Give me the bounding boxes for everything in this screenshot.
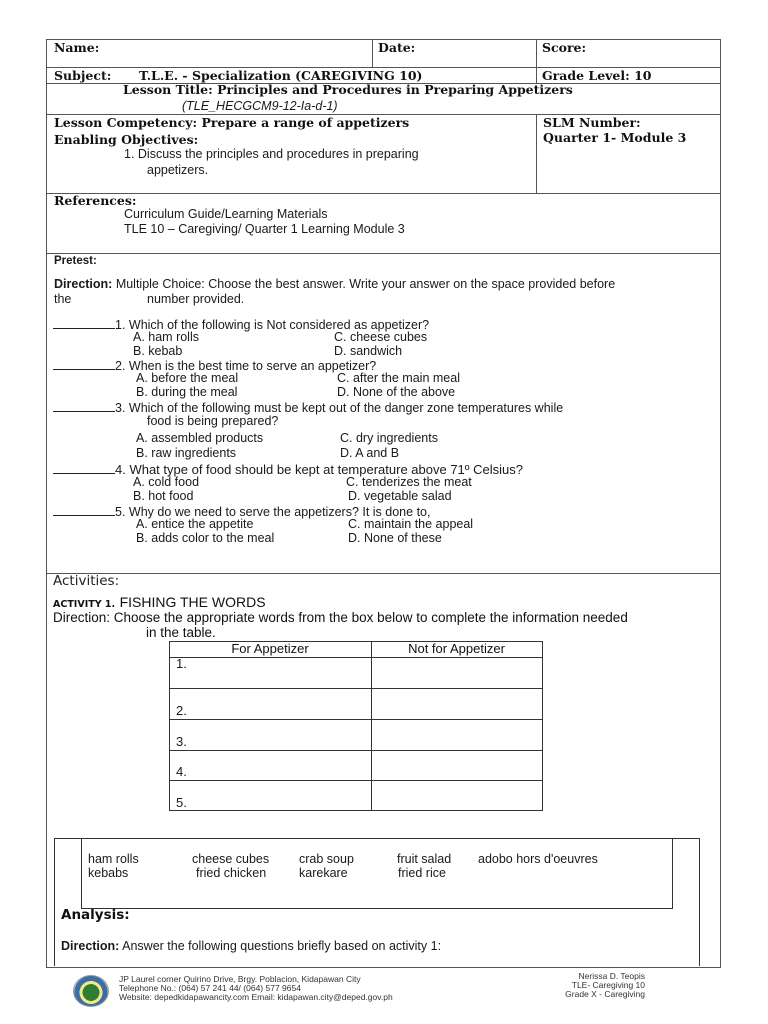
not-for-appetizer-cell-3[interactable] — [372, 720, 542, 750]
slm-label: SLM Number: — [543, 115, 641, 130]
division-seal-logo-icon — [73, 975, 109, 1007]
option: C. dry ingredients — [340, 431, 438, 445]
divider — [372, 39, 373, 67]
for-appetizer-cell-4[interactable] — [170, 751, 370, 780]
option: A. ham rolls — [133, 330, 199, 344]
activities-label: Activities: — [53, 573, 120, 589]
name-label: Name: — [54, 40, 100, 55]
option: B. during the meal — [136, 385, 238, 399]
pretest-label: Pretest: — [54, 255, 97, 267]
question-text: 2. When is the best time to serve an appetizer? — [115, 359, 377, 373]
divider — [536, 114, 537, 193]
divider — [46, 573, 721, 574]
answer-blank[interactable] — [53, 399, 115, 412]
table-row-number: 1. — [176, 656, 187, 671]
for-appetizer-cell-5[interactable] — [170, 781, 370, 810]
answer-blank[interactable] — [53, 316, 115, 329]
answer-blank[interactable] — [53, 503, 115, 516]
option: D. sandwich — [334, 344, 403, 358]
subject-value: T.L.E. - Specialization (CAREGIVING 10) — [139, 68, 423, 83]
divider — [46, 253, 721, 254]
reference-item: Curriculum Guide/Learning Materials — [124, 207, 328, 221]
objective-1-cont: appetizers. — [147, 163, 209, 177]
table-row-number: 3. — [176, 734, 187, 749]
box-border — [54, 838, 700, 839]
word-choice: karekare — [299, 866, 348, 880]
option: B. adds color to the meal — [136, 531, 275, 545]
table-row-number: 4. — [176, 764, 187, 779]
not-for-appetizer-cell-4[interactable] — [372, 751, 542, 780]
pretest-direction — [54, 277, 615, 291]
lesson-competency: Lesson Competency: Prepare a range of appetizers — [54, 115, 410, 130]
box-border — [699, 838, 700, 966]
grade-level: Grade Level: 10 — [542, 68, 652, 83]
option: C. after the main meal — [337, 371, 460, 385]
direction-label: Direction: — [54, 277, 113, 291]
option: D. A and B — [340, 446, 400, 460]
footer-telephone: Telephone No.: (064) 57 241 44/ (064) 577 9654 — [119, 983, 301, 993]
box-border — [54, 838, 55, 966]
frame-right-border — [720, 39, 721, 968]
word-box-border — [81, 908, 673, 909]
footer-address: JP Laurel corner Quirino Drive, Brgy. Poblacion, Kidapawan City — [119, 974, 361, 984]
word-box-border — [81, 838, 82, 908]
not-for-appetizer-cell-1[interactable] — [372, 658, 542, 688]
question-3 — [53, 399, 563, 415]
activity-prefix: ACTIVITY 1. — [53, 599, 116, 610]
footer-grade: Grade X - Caregiving — [565, 989, 645, 999]
not-for-appetizer-cell-2[interactable] — [372, 689, 542, 719]
question-3-cont: food is being prepared? — [147, 414, 279, 428]
word-choice: crab soup — [299, 852, 354, 866]
direction-label: Direction: — [61, 939, 120, 953]
direction-cont-b: number provided. — [147, 292, 245, 306]
option: D. None of these — [348, 531, 442, 545]
lesson-title: Lesson Title: Principles and Procedures in Preparing Appetizers — [123, 82, 573, 97]
analysis-label: Analysis: — [61, 907, 130, 923]
word-choice: fried rice — [398, 866, 446, 880]
question-text: 5. Why do we need to serve the appetizers? It is done to, — [115, 505, 431, 519]
divider — [46, 193, 721, 194]
enabling-objectives-label: Enabling Objectives: — [54, 132, 199, 147]
objective-1: 1. Discuss the principles and procedures in preparing — [124, 147, 419, 161]
date-label: Date: — [378, 40, 416, 55]
direction-cont-a: the — [54, 292, 72, 306]
option: C. cheese cubes — [334, 330, 428, 344]
option: D. vegetable salad — [348, 489, 452, 503]
word-choice: cheese cubes — [192, 852, 270, 866]
option: D. None of the above — [337, 385, 456, 399]
footer-author: Nerissa D. Teopis — [578, 971, 645, 981]
word-choice: fruit salad — [397, 852, 452, 866]
for-appetizer-cell-3[interactable] — [170, 720, 370, 750]
footer-website: Website: depedkidapawancity.com Email: kidapawan.city@deped.gov.ph — [119, 992, 393, 1002]
option: A. assembled products — [136, 431, 264, 445]
table-header-for-appetizer: For Appetizer — [231, 641, 309, 656]
question-text: 1. Which of the following is Not considered as appetizer? — [115, 318, 430, 332]
table-border — [169, 810, 543, 811]
question-text: 4. What type of food should be kept at temperature above 71º Celsius? — [115, 462, 523, 477]
question-text: 3. Which of the following must be kept out of the danger zone temperatures while — [115, 401, 564, 415]
option: A. entice the appetite — [136, 517, 254, 531]
analysis-direction — [61, 939, 441, 953]
footer-subject: TLE- Caregiving 10 — [571, 980, 645, 990]
for-appetizer-cell-2[interactable] — [170, 689, 370, 719]
word-box-border — [672, 838, 673, 908]
direction-text: Multiple Choice: Choose the best answer. Write your answer on the space provided before — [112, 277, 616, 291]
option: C. tenderizes the meat — [346, 475, 472, 489]
lesson-code: (TLE_HECGCM9-12-Ia-d-1) — [182, 99, 338, 113]
activity-direction: Direction: Choose the appropriate words from the box below to complete the information needed — [53, 610, 628, 625]
direction-text: Answer the following questions briefly based on activity 1: — [119, 939, 442, 953]
for-appetizer-cell-1[interactable] — [170, 658, 370, 688]
option: B. raw ingredients — [136, 446, 237, 460]
table-row-number: 2. — [176, 703, 187, 718]
option: A. cold food — [133, 475, 200, 489]
option: B. hot food — [133, 489, 194, 503]
frame-bottom-border — [46, 967, 721, 968]
word-choice: ham rolls — [88, 852, 139, 866]
option: A. before the meal — [136, 371, 239, 385]
option: C. maintain the appeal — [348, 517, 474, 531]
table-header-not-for-appetizer: Not for Appetizer — [408, 641, 505, 656]
table-border — [542, 641, 543, 810]
word-choice: fried chicken — [196, 866, 267, 880]
word-choice: kebabs — [88, 866, 129, 880]
divider — [536, 39, 537, 83]
not-for-appetizer-cell-5[interactable] — [372, 781, 542, 810]
references-label: References: — [54, 193, 137, 208]
answer-blank[interactable] — [53, 461, 115, 474]
subject-label: Subject: — [54, 68, 112, 83]
option: B. kebab — [133, 344, 183, 358]
frame-left-border — [46, 39, 47, 968]
word-choice: adobo hors d'oeuvres — [478, 852, 598, 866]
score-label: Score: — [542, 40, 587, 55]
answer-blank[interactable] — [53, 357, 115, 370]
reference-item: TLE 10 – Caregiving/ Quarter 1 Learning Module 3 — [124, 222, 405, 236]
slm-value: Quarter 1- Module 3 — [543, 130, 687, 145]
activity-title: FISHING THE WORDS — [119, 594, 266, 610]
table-row-number: 5. — [176, 795, 187, 810]
activity-direction-cont: in the table. — [146, 625, 216, 640]
